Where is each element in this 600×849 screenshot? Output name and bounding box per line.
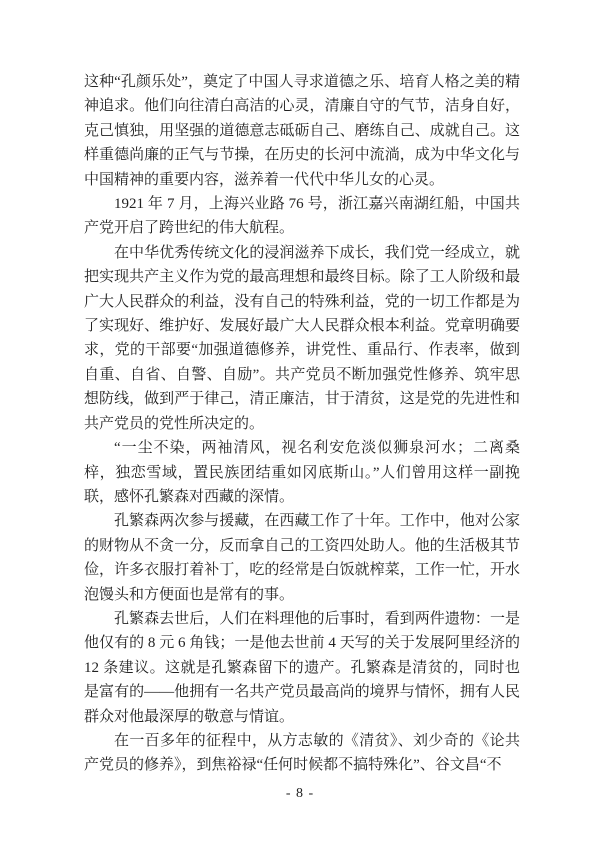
- paragraph: 在中华优秀传统文化的浸润滋养下成长，我们党一经成立，就把实现共产主义作为党的最高理想和最终目标。除了工人阶级和最广大人民群众的利益，没有自己的特殊利益，党的一切工作都是为了实现好、维护好、发展好最广大人民群众根本利益。党章明确要求，党的干部要“加强道德修养，讲党性、重品行、作表率，做到自重、自省、自警、自励”。共产党员不断加强党性修养、筑牢思想防线，做到严于律己，清正廉洁，甘于清贫，这是党的先进性和共产党员的党性所决定的。: [84, 244, 520, 432]
- paragraph: 1921 年 7 月，上海兴业路 76 号，浙江嘉兴南湖红船，中国共产党开启了跨世纪的伟大航程。: [84, 196, 520, 237]
- paragraph: 在一百多年的征程中，从方志敏的《清贫》、刘少奇的《论共产党员的修养》，到焦裕禄“任何时候都不搞特殊化”、谷文昌“不: [84, 732, 520, 774]
- paragraph: “一尘不染，两袖清风，视名利安危淡似狮泉河水；二离桑梓，独恋雪域，置民族团结重如冈底斯山。”人们曾用这样一副挽联，感怀孔繁森对西藏的深情。: [84, 440, 520, 505]
- text-column: [84, 70, 520, 778]
- paragraph: 孔繁森去世后，人们在料理他的后事时，看到两件遗物：一是他仅有的 8 元 6 角钱；一是他去世前 4 天写的关于发展阿里经济的 12 条建议。这就是孔繁森留下的遗产。孔繁森是清贫的，同时也是富有的——他拥有一名共产党员最高尚的境界与情怀，拥有人民群众对他最深厚的敬意与情谊。: [84, 610, 520, 725]
- paragraph: 孔繁森两次参与援藏，在西藏工作了十年。工作中，他对公家的财物从不贪一分，反而拿自己的工资四处助人。他的生活极其节俭，许多衣服打着补丁，吃的经常是白饭就榨菜，工作一忙，开水泡馒头和方便面也是常有的事。: [84, 513, 520, 603]
- paragraph: 这种“孔颜乐处”，奠定了中国人寻求道德之乐、培育人格之美的精神追求。他们向往清白高洁的心灵，清廉自守的气节，洁身自好，克己慎独，用坚强的道德意志砥砺自己、磨练自己、成就自己。这样重德尚廉的正气与节操，在历史的长河中流淌，成为中华文化与中国精神的重要内容，滋养着一代代中华儿女的心灵。: [84, 74, 520, 188]
- page-number: - 8 -: [285, 786, 315, 801]
